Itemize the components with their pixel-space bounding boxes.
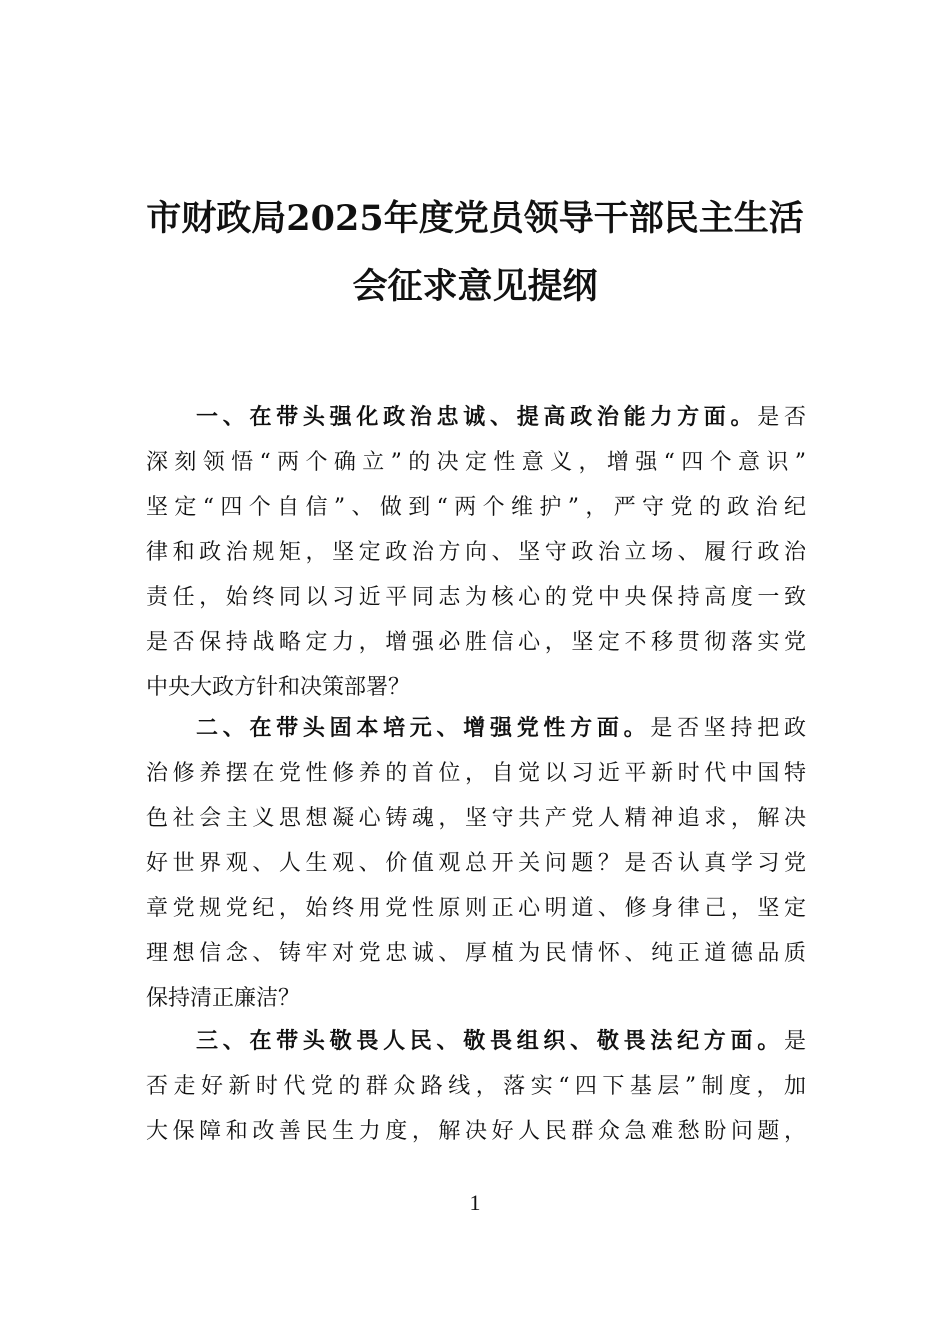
section-1-text: 是否 (757, 405, 806, 430)
section-3-line-2: 否走好新时代党的群众路线，落实“四下基层”制度，加 (146, 1074, 806, 1099)
section-1-line-2: 深刻领悟“两个确立”的决定性意义，增强“四个意识” (146, 450, 806, 475)
section-2-line-2: 治修养摆在党性修养的首位，自觉以习近平新时代中国特 (146, 761, 806, 786)
section-2-line-5: 章党规党纪，始终用党性原则正心明道、修身律己，坚定 (146, 896, 806, 921)
section-2-line-1 (196, 706, 806, 751)
section-1-heading: 一、在带头强化政治忠诚、提高政治能力方面。 (196, 405, 758, 430)
section-2-line-4: 好世界观、人生观、价值观总开关问题？是否认真学习党 (146, 851, 806, 876)
section-3-line-1 (196, 1019, 806, 1064)
document-title-line-2: 会征求意见提纲 (352, 266, 598, 307)
section-2-line-6: 理想信念、铸牢对党忠诚、厚植为民情怀、纯正道德品质 (146, 941, 806, 966)
section-1-line-4: 律和政治规矩，坚定政治方向、坚守政治立场、履行政治 (146, 540, 806, 565)
section-2-line-3: 色社会主义思想凝心铸魂，坚守共产党人精神追求，解决 (146, 806, 806, 831)
section-2-heading: 二、在带头固本培元、增强党性方面。 (196, 716, 651, 741)
section-2-line-7: 保持清正廉洁？ (146, 986, 301, 1011)
section-1-line-1 (196, 395, 806, 440)
section-1-line-3: 坚定“四个自信”、做到“两个维护”，严守党的政治纪 (146, 495, 806, 520)
section-3-text: 是 (783, 1029, 806, 1054)
section-2-text: 是否坚持把政 (650, 716, 806, 741)
section-1-line-5: 责任，始终同以习近平同志为核心的党中央保持高度一致 (146, 585, 806, 610)
section-1-line-7: 中央大政方针和决策部署？ (146, 675, 411, 700)
section-3-heading: 三、在带头敬畏人民、敬畏组织、敬畏法纪方面。 (196, 1029, 784, 1054)
document-title-line-1: 市财政局2025年度党员领导干部民主生活 (146, 198, 804, 239)
page-number: 1 (469, 1190, 481, 1215)
section-1-line-6: 是否保持战略定力，增强必胜信心，坚定不移贯彻落实党 (146, 630, 806, 655)
section-3-line-3: 大保障和改善民生力度，解决好人民群众急难愁盼问题， (146, 1119, 806, 1144)
